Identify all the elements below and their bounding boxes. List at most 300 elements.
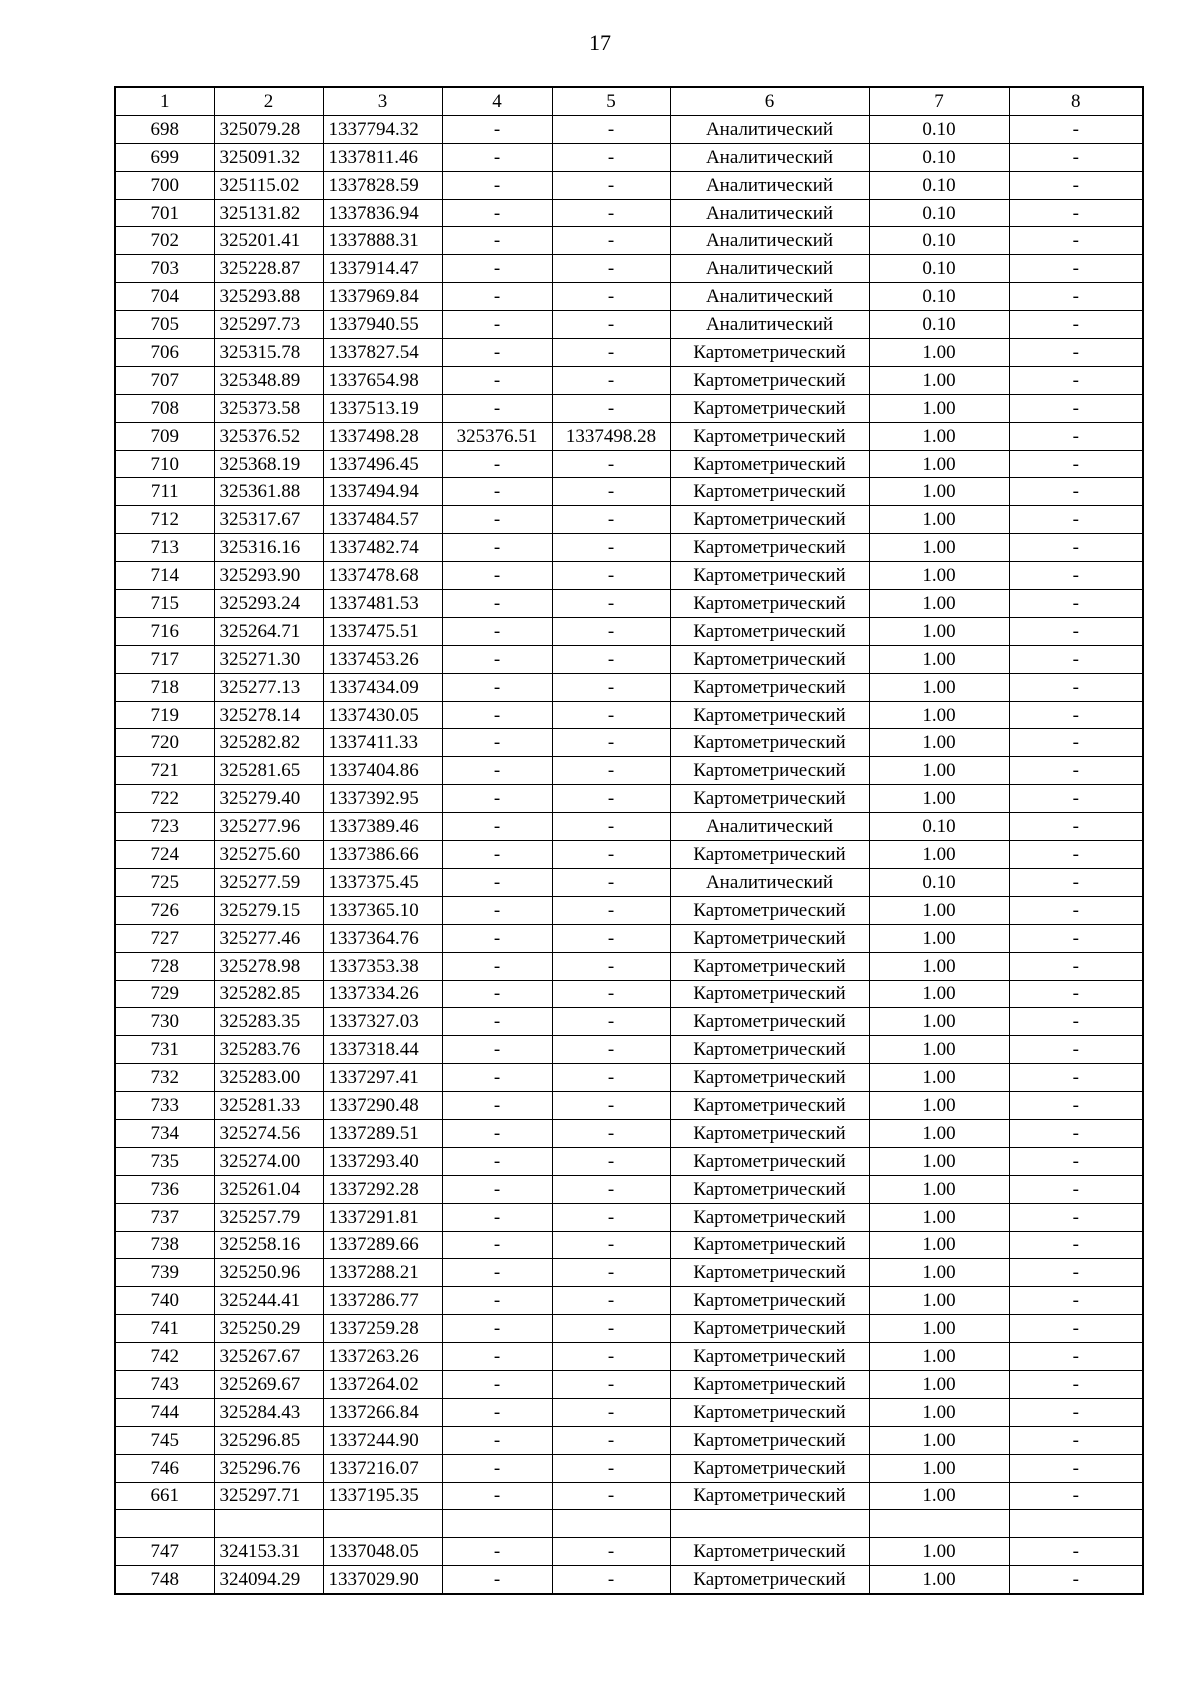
- accuracy-cell: 1.00: [869, 701, 1009, 729]
- note-cell: -: [1009, 311, 1143, 339]
- coord-y-alt-cell: -: [552, 1566, 670, 1594]
- point-number-cell: 730: [115, 1008, 214, 1036]
- method-cell: Картометрический: [670, 394, 869, 422]
- coord-y-cell: 1337494.94: [323, 478, 442, 506]
- method-cell: Картометрический: [670, 1036, 869, 1064]
- coord-y-cell: 1337453.26: [323, 645, 442, 673]
- table-row: [115, 1036, 1143, 1064]
- column-header-5: 5: [552, 87, 670, 115]
- coord-x-cell: 325315.78: [214, 339, 323, 367]
- method-cell: Аналитический: [670, 283, 869, 311]
- coord-x-alt-cell: -: [442, 478, 552, 506]
- method-cell: Картометрический: [670, 1398, 869, 1426]
- point-number-cell: 718: [115, 673, 214, 701]
- accuracy-cell: 1.00: [869, 506, 1009, 534]
- coord-x-cell: 325269.67: [214, 1370, 323, 1398]
- note-cell: -: [1009, 924, 1143, 952]
- coord-x-alt-cell: -: [442, 1370, 552, 1398]
- coord-y-alt-cell: 1337498.28: [552, 422, 670, 450]
- note-cell: [1009, 1510, 1143, 1538]
- coord-x-alt-cell: -: [442, 729, 552, 757]
- note-cell: -: [1009, 227, 1143, 255]
- method-cell: Аналитический: [670, 311, 869, 339]
- point-number-cell: 742: [115, 1343, 214, 1371]
- point-number-cell: [115, 1510, 214, 1538]
- point-number-cell: 722: [115, 785, 214, 813]
- coord-x-cell: 325293.88: [214, 283, 323, 311]
- coord-x-cell: 325264.71: [214, 617, 323, 645]
- point-number-cell: 701: [115, 199, 214, 227]
- coord-y-alt-cell: -: [552, 952, 670, 980]
- table-row: [115, 143, 1143, 171]
- note-cell: -: [1009, 283, 1143, 311]
- table-row: [115, 645, 1143, 673]
- coord-y-cell: 1337286.77: [323, 1287, 442, 1315]
- note-cell: -: [1009, 785, 1143, 813]
- accuracy-cell: 1.00: [869, 1008, 1009, 1036]
- table-row: [115, 1231, 1143, 1259]
- table-row: [115, 506, 1143, 534]
- coord-x-alt-cell: -: [442, 952, 552, 980]
- note-cell: -: [1009, 701, 1143, 729]
- coord-y-cell: 1337430.05: [323, 701, 442, 729]
- coord-x-cell: 325361.88: [214, 478, 323, 506]
- coord-x-cell: 325277.96: [214, 813, 323, 841]
- coord-y-cell: 1337969.84: [323, 283, 442, 311]
- table-row: [115, 813, 1143, 841]
- note-cell: -: [1009, 952, 1143, 980]
- coord-x-alt-cell: -: [442, 1036, 552, 1064]
- table-body: [115, 115, 1143, 1594]
- accuracy-cell: 1.00: [869, 339, 1009, 367]
- coord-x-cell: 325282.82: [214, 729, 323, 757]
- table-row: [115, 366, 1143, 394]
- method-cell: Картометрический: [670, 1370, 869, 1398]
- coord-x-cell: 325297.73: [214, 311, 323, 339]
- coord-x-cell: 325282.85: [214, 980, 323, 1008]
- point-number-cell: 712: [115, 506, 214, 534]
- table-row: [115, 422, 1143, 450]
- coord-x-alt-cell: -: [442, 1482, 552, 1510]
- note-cell: -: [1009, 506, 1143, 534]
- method-cell: Картометрический: [670, 896, 869, 924]
- coord-x-cell: 325091.32: [214, 143, 323, 171]
- accuracy-cell: 1.00: [869, 1343, 1009, 1371]
- table-row: [115, 673, 1143, 701]
- coord-y-alt-cell: -: [552, 1287, 670, 1315]
- table-row: [115, 1370, 1143, 1398]
- method-cell: Картометрический: [670, 1203, 869, 1231]
- coord-x-alt-cell: -: [442, 617, 552, 645]
- coord-x-alt-cell: -: [442, 785, 552, 813]
- table-row: [115, 896, 1143, 924]
- table-row: [115, 255, 1143, 283]
- coord-y-cell: 1337375.45: [323, 868, 442, 896]
- note-cell: -: [1009, 590, 1143, 618]
- coord-y-alt-cell: -: [552, 1426, 670, 1454]
- column-header-1: 1: [115, 87, 214, 115]
- coord-y-alt-cell: -: [552, 1343, 670, 1371]
- table-row: [115, 1147, 1143, 1175]
- table-row: [115, 1287, 1143, 1315]
- method-cell: Картометрический: [670, 1119, 869, 1147]
- coord-y-alt-cell: -: [552, 1175, 670, 1203]
- coord-x-cell: 325284.43: [214, 1398, 323, 1426]
- coord-y-alt-cell: -: [552, 1147, 670, 1175]
- accuracy-cell: 0.10: [869, 171, 1009, 199]
- accuracy-cell: 1.00: [869, 1398, 1009, 1426]
- coord-y-alt-cell: -: [552, 701, 670, 729]
- coord-x-alt-cell: -: [442, 199, 552, 227]
- coord-x-cell: 325373.58: [214, 394, 323, 422]
- accuracy-cell: 0.10: [869, 115, 1009, 143]
- note-cell: -: [1009, 171, 1143, 199]
- coord-x-alt-cell: -: [442, 1566, 552, 1594]
- coord-x-alt-cell: -: [442, 339, 552, 367]
- point-number-cell: 735: [115, 1147, 214, 1175]
- coord-x-alt-cell: -: [442, 227, 552, 255]
- point-number-cell: 709: [115, 422, 214, 450]
- accuracy-cell: 1.00: [869, 1426, 1009, 1454]
- coord-x-alt-cell: -: [442, 1454, 552, 1482]
- coord-x-alt-cell: -: [442, 1064, 552, 1092]
- note-cell: -: [1009, 1008, 1143, 1036]
- table-row: [115, 1175, 1143, 1203]
- point-number-cell: 698: [115, 115, 214, 143]
- accuracy-cell: 1.00: [869, 478, 1009, 506]
- coord-x-cell: 325376.52: [214, 422, 323, 450]
- table-row: [115, 868, 1143, 896]
- table-row: [115, 227, 1143, 255]
- coord-y-alt-cell: -: [552, 562, 670, 590]
- coord-x-alt-cell: -: [442, 590, 552, 618]
- coord-x-alt-cell: -: [442, 896, 552, 924]
- coord-y-alt-cell: -: [552, 1203, 670, 1231]
- coord-y-cell: 1337266.84: [323, 1398, 442, 1426]
- accuracy-cell: 1.00: [869, 785, 1009, 813]
- table-row: [115, 841, 1143, 869]
- accuracy-cell: 1.00: [869, 1370, 1009, 1398]
- coord-x-alt-cell: -: [442, 534, 552, 562]
- coord-x-alt-cell: -: [442, 366, 552, 394]
- method-cell: Картометрический: [670, 952, 869, 980]
- table-row: [115, 115, 1143, 143]
- coord-y-alt-cell: -: [552, 1259, 670, 1287]
- coord-y-alt-cell: -: [552, 785, 670, 813]
- accuracy-cell: 0.10: [869, 227, 1009, 255]
- coord-x-cell: 325283.35: [214, 1008, 323, 1036]
- coord-x-cell: 325250.96: [214, 1259, 323, 1287]
- note-cell: -: [1009, 868, 1143, 896]
- accuracy-cell: 1.00: [869, 841, 1009, 869]
- method-cell: Картометрический: [670, 1482, 869, 1510]
- table-row: [115, 980, 1143, 1008]
- column-header-3: 3: [323, 87, 442, 115]
- coordinates-table: [114, 86, 1144, 1595]
- coord-x-cell: 325279.40: [214, 785, 323, 813]
- coord-y-alt-cell: -: [552, 255, 670, 283]
- method-cell: Аналитический: [670, 143, 869, 171]
- point-number-cell: 719: [115, 701, 214, 729]
- coord-y-cell: 1337828.59: [323, 171, 442, 199]
- method-cell: Картометрический: [670, 450, 869, 478]
- note-cell: -: [1009, 841, 1143, 869]
- table-row: [115, 1482, 1143, 1510]
- accuracy-cell: 0.10: [869, 283, 1009, 311]
- note-cell: -: [1009, 1036, 1143, 1064]
- coord-y-alt-cell: -: [552, 534, 670, 562]
- table-row: [115, 171, 1143, 199]
- coord-x-alt-cell: -: [442, 924, 552, 952]
- point-number-cell: 734: [115, 1119, 214, 1147]
- table-row: [115, 534, 1143, 562]
- table-row: [115, 785, 1143, 813]
- accuracy-cell: 1.00: [869, 1203, 1009, 1231]
- note-cell: -: [1009, 115, 1143, 143]
- point-number-cell: 744: [115, 1398, 214, 1426]
- coord-y-alt-cell: -: [552, 590, 670, 618]
- accuracy-cell: 1.00: [869, 450, 1009, 478]
- coord-y-cell: 1337498.28: [323, 422, 442, 450]
- table-row: [115, 1454, 1143, 1482]
- column-header-4: 4: [442, 87, 552, 115]
- point-number-cell: 717: [115, 645, 214, 673]
- note-cell: -: [1009, 1119, 1143, 1147]
- coord-y-cell: 1337482.74: [323, 534, 442, 562]
- coord-y-alt-cell: -: [552, 841, 670, 869]
- method-cell: Аналитический: [670, 868, 869, 896]
- coord-x-cell: 325283.76: [214, 1036, 323, 1064]
- coord-y-alt-cell: -: [552, 1092, 670, 1120]
- coord-y-cell: 1337914.47: [323, 255, 442, 283]
- coord-y-cell: 1337216.07: [323, 1454, 442, 1482]
- point-number-cell: 738: [115, 1231, 214, 1259]
- point-number-cell: 737: [115, 1203, 214, 1231]
- coord-x-cell: 325277.59: [214, 868, 323, 896]
- note-cell: -: [1009, 729, 1143, 757]
- coord-y-cell: 1337244.90: [323, 1426, 442, 1454]
- note-cell: -: [1009, 1175, 1143, 1203]
- accuracy-cell: 1.00: [869, 1092, 1009, 1120]
- accuracy-cell: 1.00: [869, 1036, 1009, 1064]
- coord-y-cell: 1337259.28: [323, 1315, 442, 1343]
- coord-y-cell: 1337364.76: [323, 924, 442, 952]
- point-number-cell: 720: [115, 729, 214, 757]
- coord-y-cell: 1337836.94: [323, 199, 442, 227]
- coord-y-cell: 1337291.81: [323, 1203, 442, 1231]
- coord-x-cell: 325079.28: [214, 115, 323, 143]
- coord-x-alt-cell: -: [442, 450, 552, 478]
- method-cell: Картометрический: [670, 701, 869, 729]
- coord-y-alt-cell: -: [552, 1315, 670, 1343]
- coord-x-alt-cell: -: [442, 255, 552, 283]
- table-row: [115, 1119, 1143, 1147]
- point-number-cell: 713: [115, 534, 214, 562]
- accuracy-cell: 1.00: [869, 1315, 1009, 1343]
- table-row: [115, 1510, 1143, 1538]
- point-number-cell: 703: [115, 255, 214, 283]
- coord-x-cell: 325348.89: [214, 366, 323, 394]
- point-number-cell: 700: [115, 171, 214, 199]
- coord-y-alt-cell: -: [552, 394, 670, 422]
- method-cell: Картометрический: [670, 1566, 869, 1594]
- method-cell: Картометрический: [670, 1008, 869, 1036]
- coord-y-cell: 1337513.19: [323, 394, 442, 422]
- accuracy-cell: [869, 1510, 1009, 1538]
- table-row: [115, 617, 1143, 645]
- accuracy-cell: 1.00: [869, 1231, 1009, 1259]
- method-cell: Картометрический: [670, 757, 869, 785]
- coord-y-alt-cell: -: [552, 757, 670, 785]
- coord-x-alt-cell: -: [442, 1538, 552, 1566]
- coord-x-alt-cell: -: [442, 115, 552, 143]
- table-row: [115, 1092, 1143, 1120]
- note-cell: -: [1009, 1315, 1143, 1343]
- table-row: [115, 1566, 1143, 1594]
- coord-y-cell: 1337478.68: [323, 562, 442, 590]
- table-row: [115, 1203, 1143, 1231]
- coord-x-cell: 324153.31: [214, 1538, 323, 1566]
- accuracy-cell: 1.00: [869, 924, 1009, 952]
- note-cell: -: [1009, 562, 1143, 590]
- coord-y-alt-cell: -: [552, 283, 670, 311]
- coord-y-alt-cell: -: [552, 1398, 670, 1426]
- coord-y-alt-cell: -: [552, 171, 670, 199]
- accuracy-cell: 1.00: [869, 422, 1009, 450]
- method-cell: Картометрический: [670, 617, 869, 645]
- coord-y-cell: 1337263.26: [323, 1343, 442, 1371]
- point-number-cell: 707: [115, 366, 214, 394]
- table-row: [115, 757, 1143, 785]
- note-cell: -: [1009, 478, 1143, 506]
- coord-y-alt-cell: -: [552, 896, 670, 924]
- coord-x-cell: 325316.16: [214, 534, 323, 562]
- method-cell: Картометрический: [670, 1454, 869, 1482]
- point-number-cell: 711: [115, 478, 214, 506]
- coord-x-alt-cell: -: [442, 1092, 552, 1120]
- method-cell: Аналитический: [670, 115, 869, 143]
- table-row: [115, 1398, 1143, 1426]
- method-cell: Картометрический: [670, 1426, 869, 1454]
- coord-x-alt-cell: -: [442, 506, 552, 534]
- accuracy-cell: 1.00: [869, 1287, 1009, 1315]
- coord-x-alt-cell: -: [442, 1398, 552, 1426]
- table-row: [115, 729, 1143, 757]
- point-number-cell: 745: [115, 1426, 214, 1454]
- note-cell: -: [1009, 1538, 1143, 1566]
- note-cell: -: [1009, 1287, 1143, 1315]
- coord-y-alt-cell: -: [552, 143, 670, 171]
- coord-y-alt-cell: -: [552, 1370, 670, 1398]
- note-cell: -: [1009, 1147, 1143, 1175]
- coord-y-cell: 1337386.66: [323, 841, 442, 869]
- method-cell: Картометрический: [670, 1287, 869, 1315]
- coord-y-alt-cell: -: [552, 1538, 670, 1566]
- point-number-cell: 729: [115, 980, 214, 1008]
- point-number-cell: 739: [115, 1259, 214, 1287]
- note-cell: -: [1009, 617, 1143, 645]
- point-number-cell: 710: [115, 450, 214, 478]
- table-row: [115, 1343, 1143, 1371]
- accuracy-cell: 0.10: [869, 199, 1009, 227]
- coord-y-alt-cell: -: [552, 924, 670, 952]
- coord-x-alt-cell: -: [442, 701, 552, 729]
- accuracy-cell: 1.00: [869, 673, 1009, 701]
- method-cell: Картометрический: [670, 1231, 869, 1259]
- method-cell: Картометрический: [670, 841, 869, 869]
- note-cell: -: [1009, 1203, 1143, 1231]
- coord-x-cell: 325296.76: [214, 1454, 323, 1482]
- point-number-cell: 731: [115, 1036, 214, 1064]
- coord-y-cell: 1337411.33: [323, 729, 442, 757]
- table-row: [115, 952, 1143, 980]
- point-number-cell: 705: [115, 311, 214, 339]
- method-cell: Картометрический: [670, 478, 869, 506]
- coord-x-alt-cell: -: [442, 283, 552, 311]
- coord-x-cell: 325274.56: [214, 1119, 323, 1147]
- page-number: 17: [589, 30, 611, 55]
- coord-x-alt-cell: -: [442, 1287, 552, 1315]
- method-cell: Картометрический: [670, 1259, 869, 1287]
- coord-y-alt-cell: -: [552, 729, 670, 757]
- point-number-cell: 708: [115, 394, 214, 422]
- accuracy-cell: 1.00: [869, 617, 1009, 645]
- coord-x-cell: 325267.67: [214, 1343, 323, 1371]
- coord-y-cell: 1337195.35: [323, 1482, 442, 1510]
- accuracy-cell: 0.10: [869, 813, 1009, 841]
- note-cell: -: [1009, 1566, 1143, 1594]
- coord-y-cell: 1337334.26: [323, 980, 442, 1008]
- method-cell: Картометрический: [670, 1343, 869, 1371]
- point-number-cell: 740: [115, 1287, 214, 1315]
- coord-x-cell: 325271.30: [214, 645, 323, 673]
- coord-x-cell: [214, 1510, 323, 1538]
- table-row: [115, 924, 1143, 952]
- coord-y-cell: 1337318.44: [323, 1036, 442, 1064]
- coord-y-alt-cell: -: [552, 366, 670, 394]
- coord-y-alt-cell: -: [552, 1231, 670, 1259]
- note-cell: -: [1009, 255, 1143, 283]
- column-header-2: 2: [214, 87, 323, 115]
- coord-y-cell: 1337794.32: [323, 115, 442, 143]
- method-cell: Картометрический: [670, 506, 869, 534]
- point-number-cell: 714: [115, 562, 214, 590]
- coord-x-cell: 325281.65: [214, 757, 323, 785]
- coord-y-alt-cell: -: [552, 311, 670, 339]
- accuracy-cell: 1.00: [869, 1538, 1009, 1566]
- coord-x-cell: 325258.16: [214, 1231, 323, 1259]
- point-number-cell: 741: [115, 1315, 214, 1343]
- coord-y-alt-cell: -: [552, 1482, 670, 1510]
- coord-x-cell: 325293.24: [214, 590, 323, 618]
- note-cell: -: [1009, 1092, 1143, 1120]
- note-cell: -: [1009, 366, 1143, 394]
- coord-y-cell: 1337293.40: [323, 1147, 442, 1175]
- coord-y-cell: 1337290.48: [323, 1092, 442, 1120]
- coord-y-alt-cell: -: [552, 1008, 670, 1036]
- coord-x-cell: 325131.82: [214, 199, 323, 227]
- coord-x-alt-cell: -: [442, 1343, 552, 1371]
- table-row: [115, 590, 1143, 618]
- note-cell: -: [1009, 813, 1143, 841]
- coord-x-alt-cell: -: [442, 1426, 552, 1454]
- note-cell: -: [1009, 534, 1143, 562]
- coord-x-cell: 325250.29: [214, 1315, 323, 1343]
- note-cell: -: [1009, 1064, 1143, 1092]
- coord-y-alt-cell: -: [552, 1454, 670, 1482]
- method-cell: Картометрический: [670, 1064, 869, 1092]
- coord-y-alt-cell: -: [552, 813, 670, 841]
